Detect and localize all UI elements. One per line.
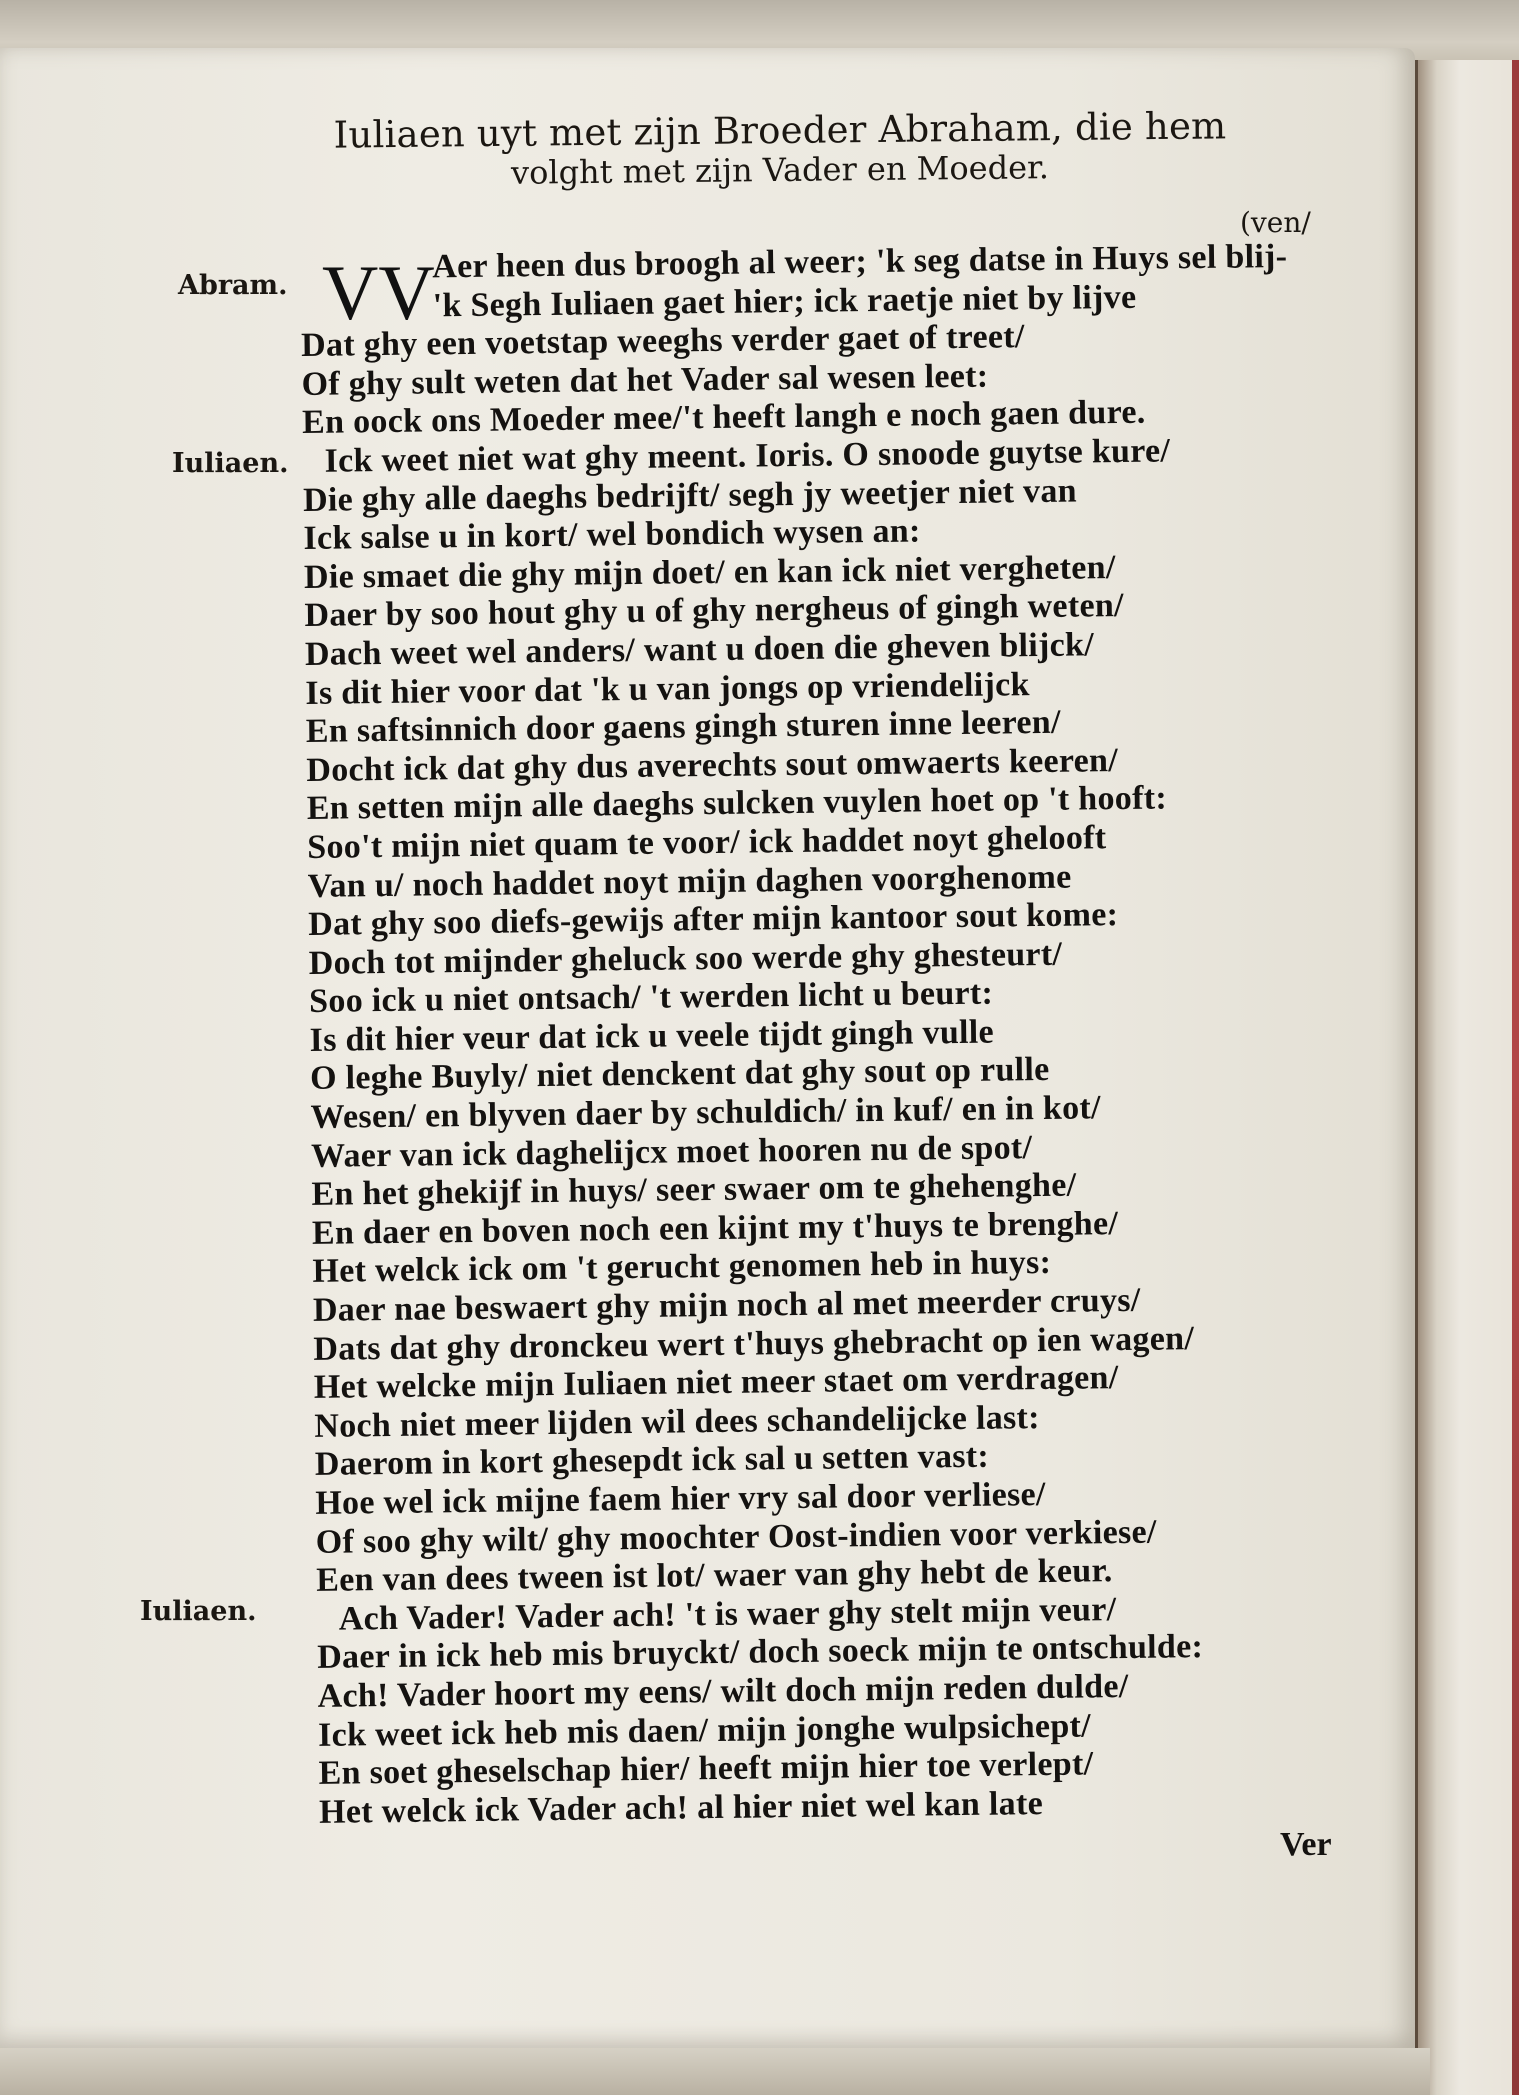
verse-line: Of soo ghy wilt/ ghy moochter Oost-indien voor verkiese/ (315, 1513, 1157, 1561)
verse-line: Wesen/ en blyven daer by schuldich/ in kuf/ en in kot/ (310, 1089, 1101, 1136)
verse-line: Ick weet ick heb mis daen/ mijn jonghe wulpsichept/ (317, 1707, 1092, 1754)
speaker-label-abram: Abram. (178, 270, 288, 301)
verse-line: Die smaet die ghy mijn doet/ en kan ick niet vergheten/ (303, 548, 1116, 596)
header-line-1: Iuliaen uyt met zijn Broeder Abraham, die hem (333, 104, 1227, 157)
verse-line: Daer by soo hout ghy u of ghy nergheus of gingh weten/ (304, 587, 1125, 635)
speaker-label-iuliaen-2: Iuliaen. (140, 1596, 257, 1627)
verse-line: Ach Vader! Vader ach! 't is waer ghy stelt mijn veur/ (338, 1590, 1117, 1638)
verse-line: En soet gheselschap hier/ heeft mijn hier toe verlept/ (318, 1745, 1094, 1793)
verse-line: Een van dees tween ist lot/ waer van ghy hebt de keur. (316, 1552, 1113, 1600)
verse-line: En saftsinnich door gaens gingh sturen inne leeren/ (305, 703, 1061, 751)
verse-line: Ick salse u in kort/ wel bondich wysen an: (303, 512, 921, 558)
verse-line: O leghe Buyly/ niet denckent dat ghy sout op rulle (309, 1051, 1050, 1098)
speaker-label-iuliaen: Iuliaen. (172, 448, 289, 479)
verse-line: Het welck ick Vader ach! al hier niet wel kan late (318, 1784, 1044, 1831)
running-header (300, 104, 1260, 192)
verse-line: Daerom in kort ghesepdt ick sal u setten vast: (314, 1438, 990, 1484)
verse-line: Aer heen dus broogh al weer; 'k seg datse in Huys sel blij- (431, 237, 1288, 286)
verse-text (300, 238, 1339, 1833)
verse-line: En setten mijn alle daeghs sulcken vuylen hoet op 't hooft: (306, 779, 1168, 828)
verse-line: En oock ons Moeder mee/'t heeft langh e noch gaen dure. (301, 394, 1146, 442)
verse-line: Hoe wel ick mijne faem hier vry sal door verliese/ (315, 1475, 1046, 1522)
cover-edge (1512, 60, 1519, 2095)
verse-line: Docht ick dat ghy dus averechts sout omwaerts keeren/ (306, 741, 1119, 789)
verse-line: 'k Segh Iuliaen gaet hier; ick raetje niet by lijve (432, 278, 1137, 324)
verse-line: Soo ick u niet ontsach/ 't werden licht u beurt: (308, 974, 994, 1021)
verse-line: Die ghy alle daeghs bedrijft/ segh jy weetjer niet van (302, 472, 1078, 519)
drop-capital: VV (322, 249, 435, 336)
header-line-2: volght met zijn Vader en Moeder. (510, 148, 1050, 192)
verse-line: Het welck ick om 't gerucht genomen heb in huys: (312, 1244, 1052, 1291)
verse-line: Ick weet niet wat ghy meent. Ioris. O snoode guytse kure/ (324, 432, 1171, 480)
verse-line: Dach weet wel anders/ want u doen die gheven blijck/ (304, 626, 1095, 673)
verse-line: Is dit hier veur dat ick u veele tijdt gingh vulle (309, 1013, 995, 1059)
verse-line: Waer van ick daghelijcx moet hooren nu de spot/ (310, 1128, 1033, 1175)
verse-line: Van u/ noch haddet noyt mijn daghen voorghenome (307, 858, 1072, 905)
verse-line: En het ghekijf in huys/ seer swaer om te ghehenghe/ (311, 1166, 1077, 1214)
verse-line: Noch niet meer lijden wil dees schandelijcke last: (314, 1398, 1041, 1445)
verse-line: Dat ghy een voetstap weeghs verder gaet of treet/ (300, 318, 1025, 365)
verse-line: Is dit hier voor dat 'k u van jongs op vriendelijck (305, 665, 1030, 712)
verse-line: Het welcke mijn Iuliaen niet meer staet om verdragen/ (313, 1359, 1119, 1407)
verse-line: Dat ghy soo diefs-gewijs after mijn kantoor sout kome: (308, 896, 1119, 944)
catchword: Ver (1280, 1826, 1332, 1863)
page-bottom-edge (0, 2048, 1430, 2095)
facing-page-edge (1415, 60, 1519, 2095)
line-overflow-fragment: (ven/ (1240, 206, 1311, 239)
verse-line: Doch tot mijnder gheluck soo werde ghy ghesteurt/ (308, 935, 1063, 982)
verse-line: Daer nae beswaert ghy mijn noch al met meerder cruys/ (312, 1281, 1141, 1329)
verse-line: Dats dat ghy dronckeu wert t'huys ghebracht op ien wagen/ (313, 1319, 1195, 1368)
verse-line: Soo't mijn niet quam te voor/ ick haddet noyt ghelooft (307, 819, 1107, 866)
verse-line: Ach! Vader hoort my eens/ wilt doch mijn reden dulde/ (317, 1667, 1129, 1715)
verse-line: Of ghy sult weten dat het Vader sal wesen leet: (301, 357, 989, 403)
verse-line: Daer in ick heb mis bruyckt/ doch soeck mijn te ontschulde: (316, 1628, 1204, 1677)
verse-line: En daer en boven noch een kijnt my t'huys te brenghe/ (311, 1204, 1119, 1252)
